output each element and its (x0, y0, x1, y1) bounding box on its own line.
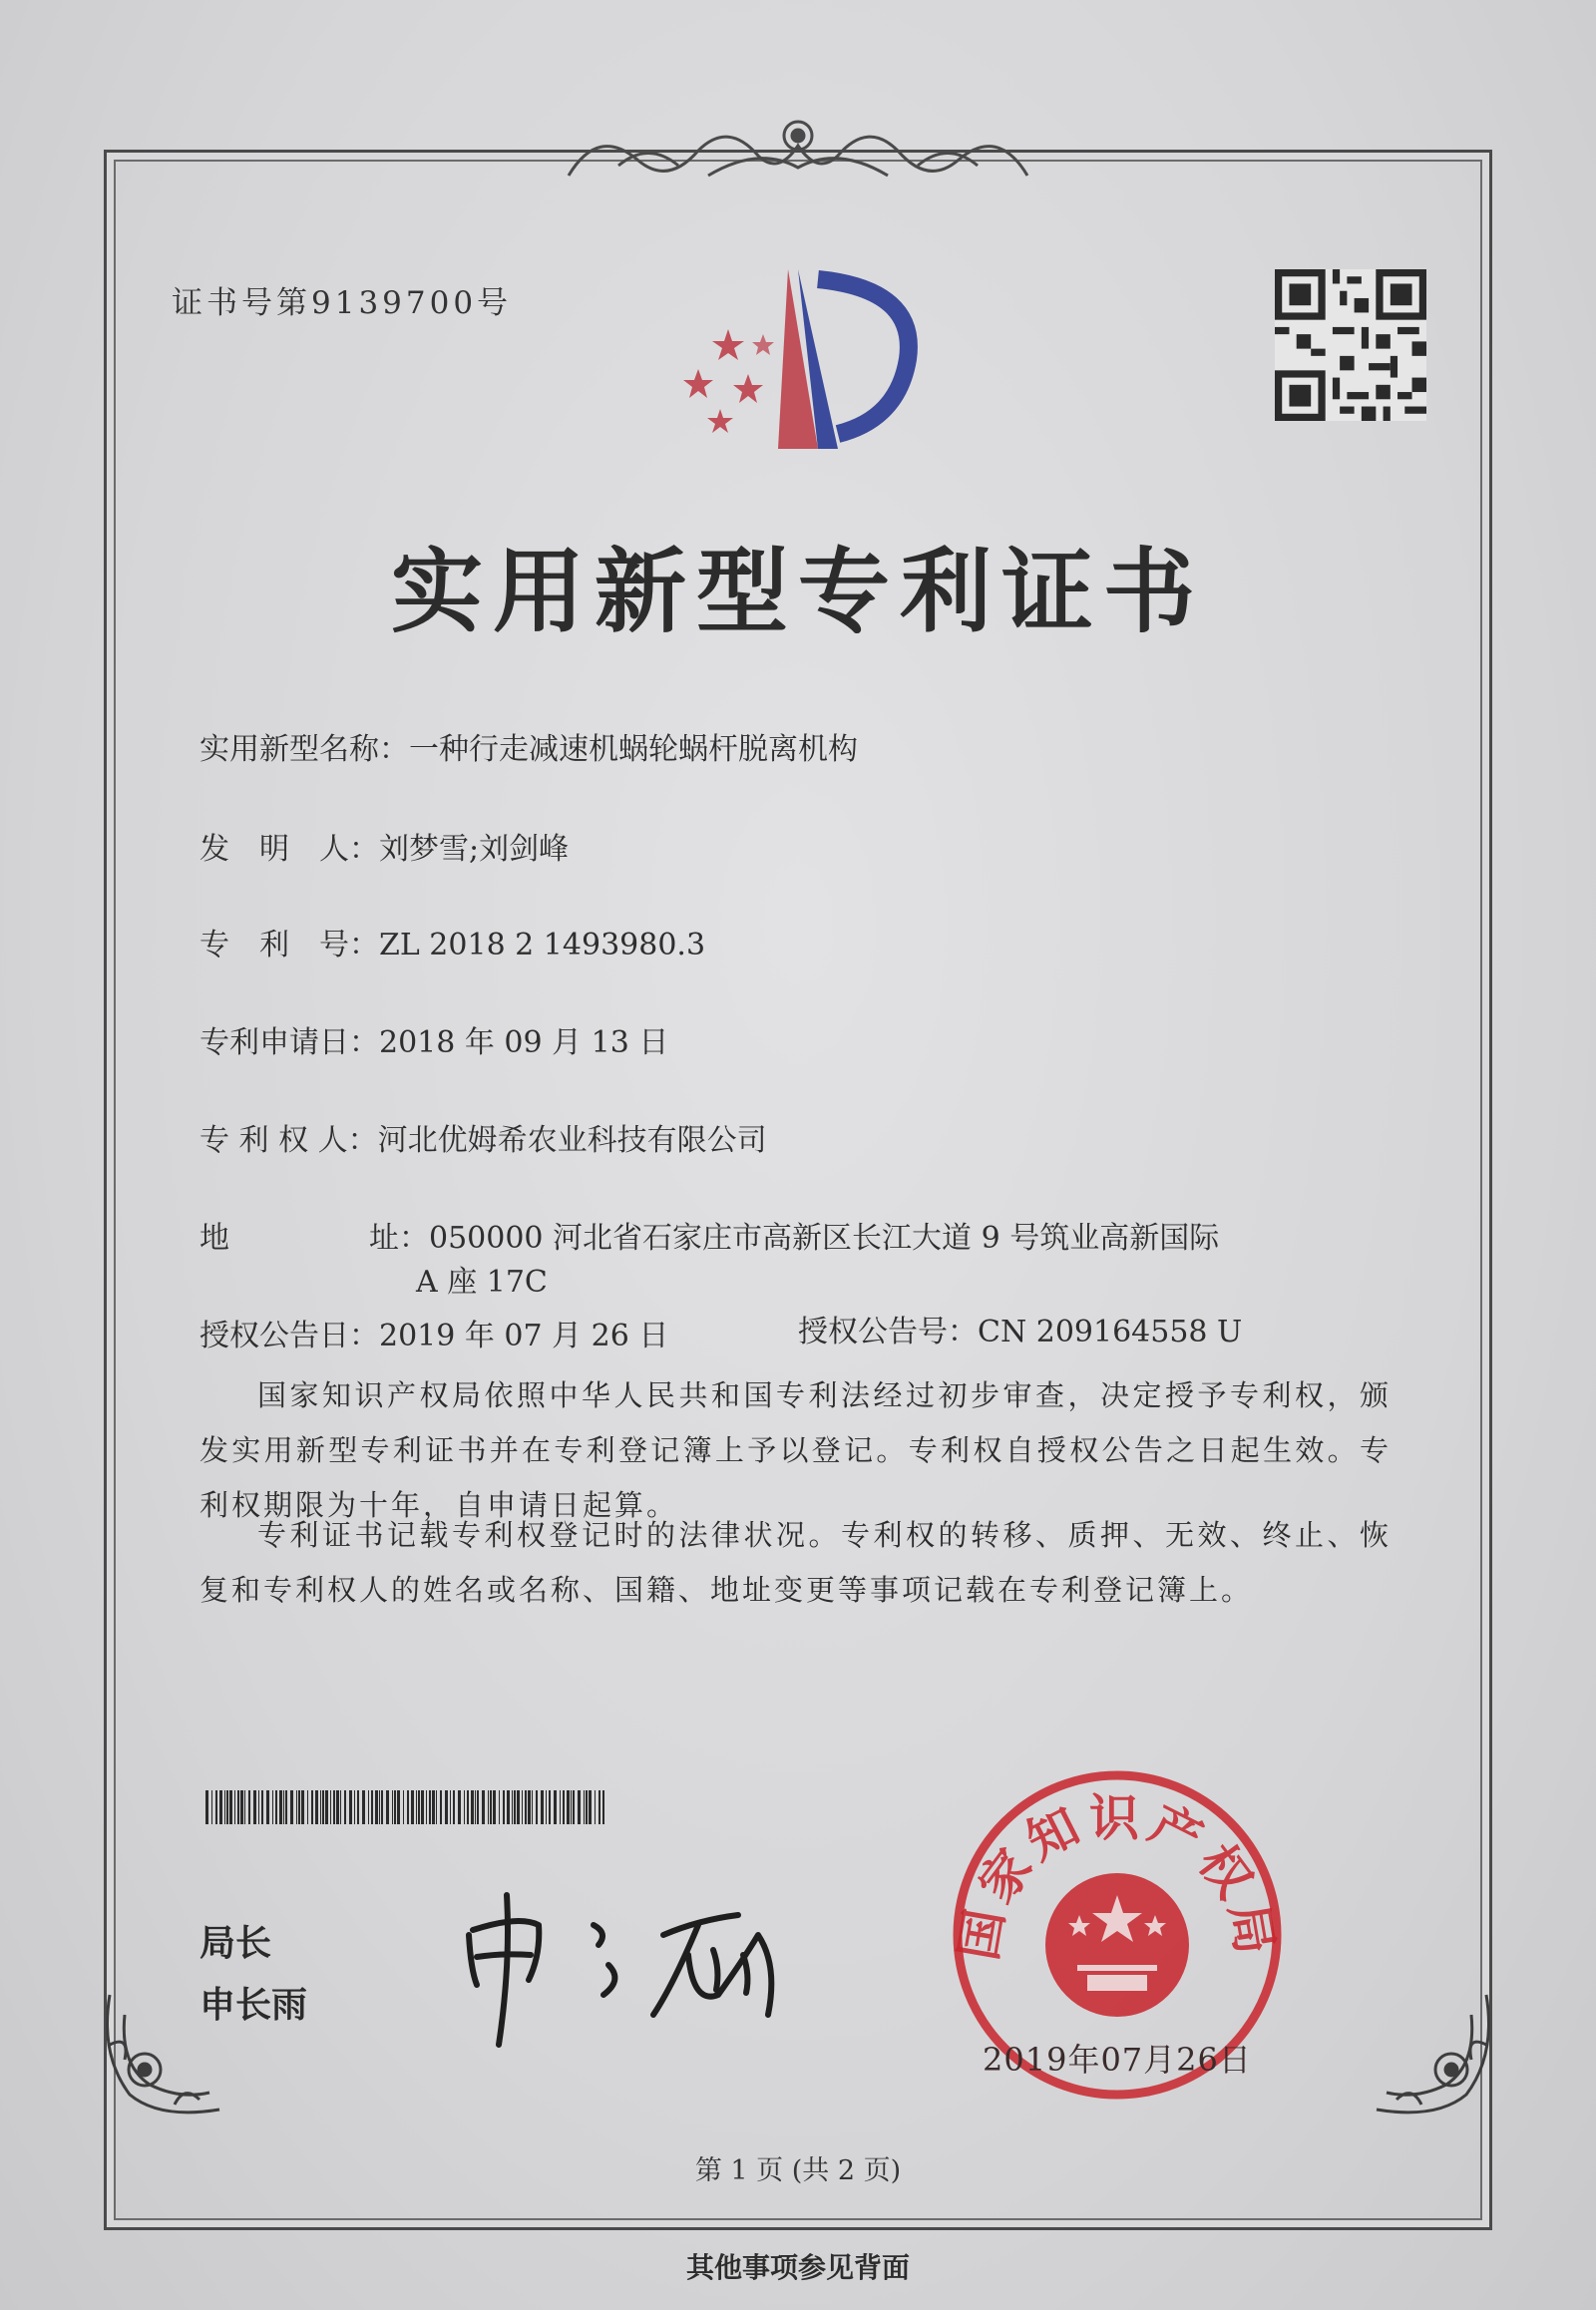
top-ornament (559, 106, 1037, 195)
field-grant-date (200, 1311, 668, 1354)
field-filing-date (200, 1017, 668, 1061)
qr-code (1275, 269, 1426, 421)
field-address-line2: A 座 17C (416, 1265, 548, 1300)
field-label: 专 利 权 人： (200, 1123, 378, 1158)
field-label: 专 利 号： (200, 928, 379, 962)
certificate-title: 实用新型专利证书 (390, 538, 1205, 645)
paragraph-legal-status: 专利证书记载专利权登记时的法律状况。专利权的转移、质押、无效、终止、恢复和专利权人的姓名或名称、国籍、地址变更等事项记载在专利登记簿上。 (200, 1518, 1392, 1607)
footer-note: 其他事项参见背面 (685, 2251, 910, 2284)
corner-ornament-right (1357, 1975, 1506, 2124)
field-address (200, 1213, 1219, 1257)
field-value: 2018 年 09 月 13 日 (379, 1025, 669, 1060)
field-grant-number (798, 1307, 1242, 1350)
paragraph-grant-statement: 国家知识产权局依照中华人民共和国专利法经过初步审查，决定授予专利权，颁发实用新型专利证书并在专利登记簿上予以登记。专利权自授权公告之日起生效。专利权期限为十年，自申请日起算。 (200, 1378, 1392, 1522)
barcode (205, 1790, 604, 1824)
field-value: 刘梦雪;刘剑峰 (379, 832, 570, 867)
field-value: CN 209164558 U (978, 1315, 1243, 1349)
field-value: 河北优姆希农业科技有限公司 (377, 1123, 767, 1158)
seal-date: 2019年07月26日 (983, 2041, 1252, 2079)
cnipa-logo (668, 259, 938, 459)
field-inventor (200, 824, 569, 868)
field-label: 实用新型名称： (200, 732, 409, 767)
field-value: 一种行走减速机蜗轮蜗杆脱离机构 (409, 732, 858, 767)
field-label: 发 明 人： (200, 832, 379, 867)
field-value: 050000 河北省石家庄市高新区长江大道 9 号筑业高新国际 (429, 1221, 1220, 1256)
field-value: 2019 年 07 月 26 日 (379, 1319, 669, 1353)
field-label: 址： (369, 1221, 429, 1256)
field-patentee (200, 1115, 767, 1159)
field-label: 专利申请日： (200, 1025, 379, 1060)
handwritten-signature (459, 1875, 818, 2055)
field-patent-number (200, 920, 705, 963)
seal-text: 国家知识产权局 (949, 1789, 1286, 1965)
certificate-number: 证书号第9139700号 (172, 285, 513, 321)
director-name: 申长雨 (200, 1985, 308, 2026)
director-title: 局长 (200, 1923, 272, 1964)
field-label: 授权公告号： (798, 1315, 978, 1349)
field-utility-model-name (200, 724, 858, 768)
field-label: 地 (200, 1221, 229, 1256)
page-number: 第 1 页 (共 2 页) (694, 2155, 902, 2186)
field-value: ZL 2018 2 1493980.3 (379, 928, 706, 962)
field-label: 授权公告日： (200, 1319, 379, 1353)
